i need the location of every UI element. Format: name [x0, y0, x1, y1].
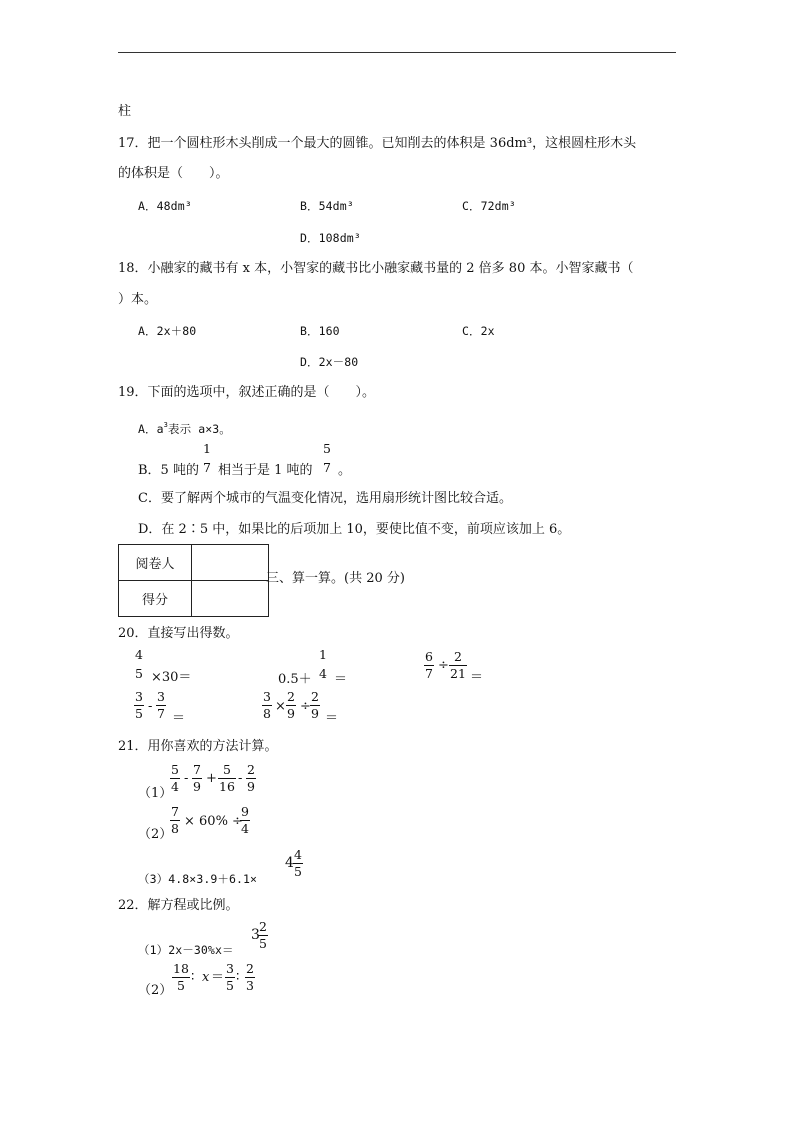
- q20-expr5-tail: ＝: [325, 711, 339, 726]
- q20-expr5-operator-1: ×: [275, 699, 286, 714]
- reviewer-label: 阅卷人: [119, 545, 192, 581]
- q21-part2-label: （2）: [138, 827, 173, 842]
- q22-part2-fraction-2: 3 5: [226, 961, 234, 993]
- q18-option-b: B．160: [300, 324, 340, 338]
- q20-stem: 20．直接写出得数。: [118, 626, 239, 641]
- q17-option-c: C．72dm³: [462, 199, 516, 213]
- q20-expr4-fraction-2: 3 7: [157, 689, 165, 721]
- q20-expr1-fraction: 4 5: [135, 647, 143, 681]
- q22-part1-label: （1）2x－30%x＝: [138, 943, 234, 957]
- q22-part2-variable: x: [202, 970, 210, 985]
- score-box: [118, 544, 269, 617]
- q21-part1-fraction-2: 7 9: [193, 762, 201, 794]
- q20-expr1-tail: ×30＝: [151, 670, 192, 685]
- q21-part1-operator-1: -: [184, 771, 189, 786]
- q21-part1-operator-2: +: [206, 771, 217, 786]
- q22-part2-label: （2）: [138, 983, 173, 998]
- q21-part3-label: （3）4.8×3.9＋6.1×: [138, 872, 258, 886]
- q19-stem: 19．下面的选项中，叙述正确的是（ ）。: [118, 385, 376, 400]
- q19-option-b-middle: 相当于是 1 吨的: [218, 463, 313, 478]
- q18-stem-line2: ）本。: [118, 292, 158, 307]
- q20-expr5-fraction-2: 2 9: [287, 689, 295, 721]
- q20-expr4-fraction-1: 3 5: [135, 689, 143, 721]
- q21-part1-fraction-4: 2 9: [247, 762, 255, 794]
- q18-stem-line1: 18．小融家的藏书有 x 本，小智家的藏书比小融家藏书量的 2 倍多 80 本。小智家藏书（: [118, 261, 634, 276]
- q22-part2-colon-1: ∶: [191, 970, 195, 985]
- q17-option-d: D．108dm³: [300, 231, 361, 245]
- q19-option-c: C．要了解两个城市的气温变化情况，选用扇形统计图比较合适。: [138, 491, 512, 506]
- q22-part2-equals: ＝: [211, 970, 225, 985]
- q21-part1-fraction-3: 5 16: [219, 762, 235, 794]
- q20-expr5-fraction-1: 3 8: [263, 689, 271, 721]
- q19-option-b-fraction-1: 1 7: [203, 441, 211, 475]
- q22-part2-fraction-1: 18 5: [173, 961, 189, 993]
- q21-part3-fraction: 4 5: [294, 847, 302, 879]
- section-title: 三、算一算。(共 20 分): [266, 571, 405, 586]
- q18-option-a: A．2x＋80: [138, 324, 197, 338]
- q18-option-d: D．2x－80: [300, 355, 359, 369]
- q20-expr2-head: 0.5＋: [278, 672, 312, 687]
- continued-word: 柱: [118, 104, 132, 119]
- q19-option-a: A．$a^3$表示 a×3。: [138, 421, 231, 436]
- q22-part1-fraction: 2 5: [259, 919, 267, 951]
- q17-option-a: A．48dm³: [138, 199, 192, 213]
- header-rule: [118, 52, 676, 53]
- q22-stem: 22．解方程或比例。: [118, 898, 239, 913]
- q21-part2-fraction-1: 7 8: [171, 804, 179, 836]
- q21-part1-fraction-1: 5 4: [171, 762, 179, 794]
- q19-option-b-end: 。: [338, 463, 352, 478]
- q22-part2-fraction-3: 2 3: [246, 961, 254, 993]
- q20-expr4-operator: -: [148, 699, 153, 714]
- score-blank: [192, 581, 269, 617]
- q19-option-b-fraction-2: 5 7: [323, 441, 331, 475]
- q20-expr2-fraction: 1 4: [319, 647, 327, 681]
- q21-part1-operator-3: -: [238, 771, 243, 786]
- q19-option-b-prefix: B．5 吨的: [138, 463, 199, 478]
- q20-expr3-fraction-1: 6 7: [425, 649, 433, 681]
- q19-option-d: D．在 2∶5 中，如果比的后项加上 10，要使比值不变，前项应该加上 6。: [138, 522, 571, 537]
- q20-expr3-fraction-2: 2 21: [450, 649, 466, 681]
- q20-expr5-fraction-3: 2 9: [311, 689, 319, 721]
- q20-expr3-tail: ＝: [470, 670, 484, 685]
- q17-option-b: B．54dm³: [300, 199, 354, 213]
- q18-option-c: C．2x: [462, 324, 495, 338]
- reviewer-blank: [192, 545, 269, 581]
- q20-expr4-tail: ＝: [172, 711, 186, 726]
- q20-expr3-operator: ÷: [438, 658, 449, 673]
- q20-expr2-tail: ＝: [334, 672, 348, 687]
- q22-part2-colon-2: ∶: [236, 970, 240, 985]
- q21-stem: 21．用你喜欢的方法计算。: [118, 739, 278, 754]
- q17-stem-line1: 17．把一个圆柱形木头削成一个最大的圆锥。已知削去的体积是 36dm³，这根圆柱形木头: [118, 136, 637, 151]
- q21-part2-fraction-2: 9 4: [241, 804, 249, 836]
- q22-part1-whole: 3: [251, 927, 260, 943]
- q21-part3-whole: 4: [285, 855, 294, 871]
- q20-expr5-operator-2: ÷: [300, 699, 311, 714]
- q21-part2-middle: × 60% ÷: [184, 814, 243, 829]
- q21-part1-label: （1）: [138, 786, 173, 801]
- q17-stem-line2: 的体积是（ ）。: [118, 166, 229, 181]
- score-label: 得分: [119, 581, 192, 617]
